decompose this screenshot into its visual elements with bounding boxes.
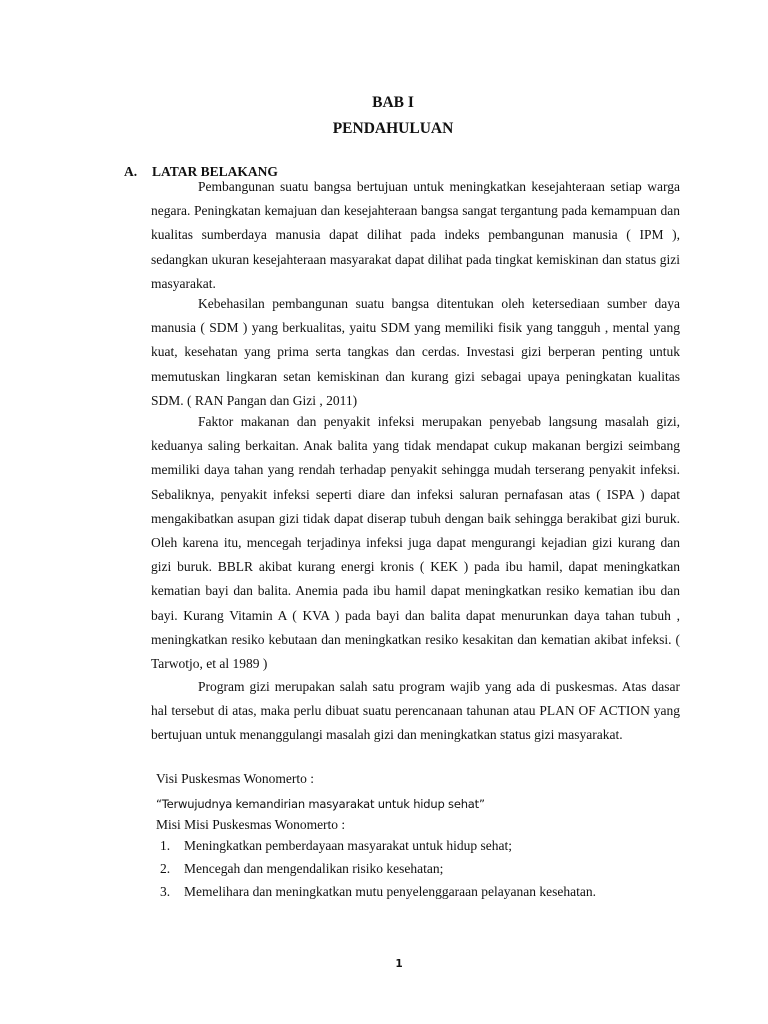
paragraph-3: Faktor makanan dan penyakit infeksi merupakan penyebab langsung masalah gizi, keduanya saling berkaitan. Anak balita yang tidak mendapat cukup makanan bergizi seimbang memiliki daya tahan yang rendah terhadap penyakit sehingga mudah terserang penyakit infeksi. Sebaliknya, penyakit infeksi seperti diare dan infeksi saluran pernafasan atas ( ISPA ) dapat mengakibatkan asupan gizi tidak dapat diserap tubuh dengan baik sehingga berakibat gizi buruk. Oleh karena itu, mencegah terjadinya infeksi juga dapat mengurangi kejadian gizi kurang dan gizi buruk. BBLR akibat kurang energi kronis ( KEK ) pada ibu hamil, dapat meningkatkan kematian bayi dan balita. Anemia pada ibu hamil dapat meningkatkan resiko kematian ibu dan bayi. Kurang Vitamin A ( KVA ) pada bayi dan balita dapat menurunkan daya tahan tubuh , meningkatkan resiko kebutaan dan meningkatkan resiko kesakitan dan kematian akibat infeksi. ( Tarwotjo, et al 1989 ): [151, 414, 680, 672]
page-number: 1: [395, 958, 403, 970]
misi-item: [160, 882, 596, 905]
paragraph-4: Program gizi merupakan salah satu program wajib yang ada di puskesmas. Atas dasar hal tersebut di atas, maka perlu dibuat suatu perencanaan tahunan atau PLAN OF ACTION yang bertujuan untuk menanggulangi masalah gizi dan meningkatkan status gizi masyarakat.: [151, 679, 680, 743]
misi-item: [160, 859, 596, 882]
chapter-number: BAB I: [372, 94, 414, 111]
misi-item-number: 3.: [160, 884, 171, 899]
section-title: LATAR BELAKANG: [152, 164, 278, 179]
misi-item-text: Meningkatkan pemberdayaan masyarakat untuk hidup sehat;: [184, 838, 513, 853]
misi-item-number: 2.: [160, 861, 171, 876]
visi-label: Visi Puskesmas Wonomerto :: [156, 771, 314, 786]
misi-label: Misi Misi Puskesmas Wonomerto :: [156, 817, 346, 832]
visi-statement: “Terwujudnya kemandirian masyarakat untuk hidup sehat”: [156, 797, 485, 811]
misi-item-number: 1.: [160, 838, 171, 853]
misi-item-text: Mencegah dan mengendalikan risiko kesehatan;: [184, 861, 444, 876]
misi-item-text: Memelihara dan meningkatkan mutu penyelenggaraan pelayanan kesehatan.: [184, 884, 596, 899]
paragraph-2: Kebehasilan pembangunan suatu bangsa ditentukan oleh ketersediaan sumber daya manusia ( SDM ) yang berkualitas, yaitu SDM yang memiliki fisik yang tangguh , mental yang kuat, kesehatan yang prima serta tangkas dan cerdas. Investasi gizi berperan penting untuk memutuskan lingkaran setan kemiskinan dan kurang gizi sebagai upaya peningkatan kualitas SDM. ( RAN Pangan dan Gizi , 2011): [151, 296, 680, 408]
misi-item: [160, 836, 596, 859]
section-letter: A.: [124, 164, 138, 179]
chapter-title: PENDAHULUAN: [332, 120, 454, 137]
misi-list: [160, 836, 596, 905]
paragraph-1: Pembangunan suatu bangsa bertujuan untuk meningkatkan kesejahteraan setiap warga negara. Peningkatan kemajuan dan kesejahteraan bangsa sangat tergantung pada kemampuan dan kualitas sumberdaya manusia dapat dilihat pada indeks pembangunan manusia ( IPM ), sedangkan ukuran kesejahteraan masyarakat dapat dilihat pada tingkat kemiskinan dan status gizi masyarakat.: [151, 179, 680, 291]
